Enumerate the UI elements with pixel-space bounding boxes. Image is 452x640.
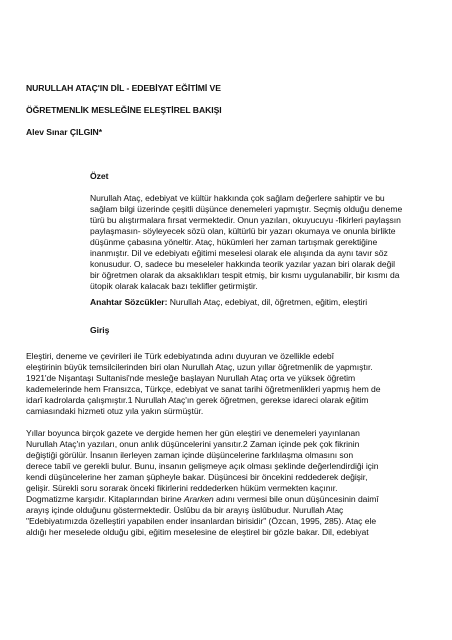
keywords-text: Nurullah Ataç, edebiyat, dil, öğretmen, eğitim, eleştiri [167, 297, 368, 307]
intro-line: kademelerinde hem Fransızca, Türkçe, edebiyat ve sanat tarihi öğretmenlikleri yapmış hem de [26, 384, 381, 394]
intro-line: "Edebiyatımızda özelleştiri yapabilen ender insanlardan birisidir" (Özcan, 1995, 285). Ataç ele [26, 516, 377, 526]
author: Alev Sınar ÇILGIN* [26, 127, 102, 137]
intro-line: arayış içinde olduğunu göstermektedir. Üslûbu da bir arayış üslûbudur. Nurullah Ataç [26, 505, 344, 515]
intro-line: aldığı her meselede olduğu gibi, eğitim meselesine de eleştirel bir gözle bakar. Dil, edebiyat [26, 527, 369, 537]
abstract-line: sağlam bilgi üzerinde çeşitli düşünce denemeleri yapmıştır. Seçmiş olduğu deneme [90, 204, 403, 214]
book-title-ararken: Ararken [183, 494, 214, 504]
intro-line: kendi düşüncelerine her zaman şüpheyle bakar. Düşüncesi bir öncekini reddederek değişir, [26, 472, 368, 482]
intro-line: camiasındaki hizmeti otuz yıla yakın sürmüştür. [26, 406, 204, 416]
abstract-line: bir öğretmen olarak da aksaklıkları tespit etmiş, bir kısmı uygulanabilir, bir kısmı da [90, 270, 400, 280]
abstract-line: paylaşmasın- söyleyecek sözü olan, kültürlü bir yazarı okumaya ve onunla birlikte [90, 226, 396, 236]
intro-line: gelişir. Sürekli soru sorarak önceki fikirlerini reddederken hüküm vermekten kaçınır. [26, 483, 338, 493]
intro-line: 1921'de Nişantaşı Sultanisi'nde mesleğe başlayan Nurullah Ataç orta ve yüksek öğretim [26, 373, 356, 383]
intro-line: derece tabiî ve gerekli bulur. Bunu, insanın gelişmeye açık olması şeklinde değerlendirdiği için [26, 461, 379, 471]
intro-heading: Giriş [90, 325, 110, 335]
intro-line: Nurullah Ataç'ın yazıları, onun anlık düşüncelerini yansıtır.2 Zaman içinde pek çok fikrinin [26, 439, 360, 449]
intro-line: Eleştiri, deneme ve çevirileri ile Türk edebiyatında adını duyuran ve özellikle edebî [26, 351, 335, 361]
intro-line [26, 494, 379, 504]
title-line-1: NURULLAH ATAÇ'IN DİL - EDEBİYAT EĞİTİMİ VE [26, 83, 221, 93]
abstract-line: düşünme çabasına yöneltir. Ataç, hükümleri her zaman tartışmak gerektiğine [90, 237, 378, 247]
keywords-label: Anahtar Sözcükler: [90, 297, 168, 307]
abstract-line: konusudur. O, sadece bu meseleler hakkında teorik yazılar yazan biri olarak değil [90, 259, 396, 269]
title-line-2: ÖĞRETMENLİK MESLEĞİNE ELEŞTİREL BAKIŞI [26, 105, 222, 115]
abstract-line: Nurullah Ataç, edebiyat ve kültür hakkında çok sağlam değerlere sahiptir ve bu [90, 193, 385, 203]
abstract-line: ütopik olarak kalacak bazı teklifler getirmiştir. [90, 281, 258, 291]
intro-line: eleştirinin büyük temsilcilerinden biri olan Nurullah Ataç, uzun yıllar öğretmenlik de yapmıştır. [26, 362, 373, 372]
abstract-line: inanmıştır. Dil ve edebiyatı eğitimi meselesi olarak ele alışında da aynı tavır söz [90, 248, 388, 258]
intro-line: idarî kadrolarda çalışmıştır.1 Nurullah Ataç'ın gerek öğretmen, gerekse idareci olarak eğitim [26, 395, 369, 405]
abstract-line: türü bu alıştırmalara fırsat vermektedir. Onun yazıları, okuyucuyu -fikirleri paylaşsın [90, 215, 401, 225]
intro-line: Yıllar boyunca birçok gazete ve dergide hemen her gün eleştiri ve denemeleri yayınlanan [26, 428, 360, 438]
abstract-heading: Özet [90, 171, 109, 181]
keywords-line [90, 297, 367, 307]
intro-line-part: adını vermesi bile onun düşüncesinin daimî [213, 494, 379, 504]
intro-line: değiştiği görülür. İnsanın ilerleyen zaman içinde düşüncelerine farklılaşma olmasını son [26, 450, 354, 460]
intro-line-part: Dogmatizme karşıdır. Kitaplarından birine [26, 494, 184, 504]
